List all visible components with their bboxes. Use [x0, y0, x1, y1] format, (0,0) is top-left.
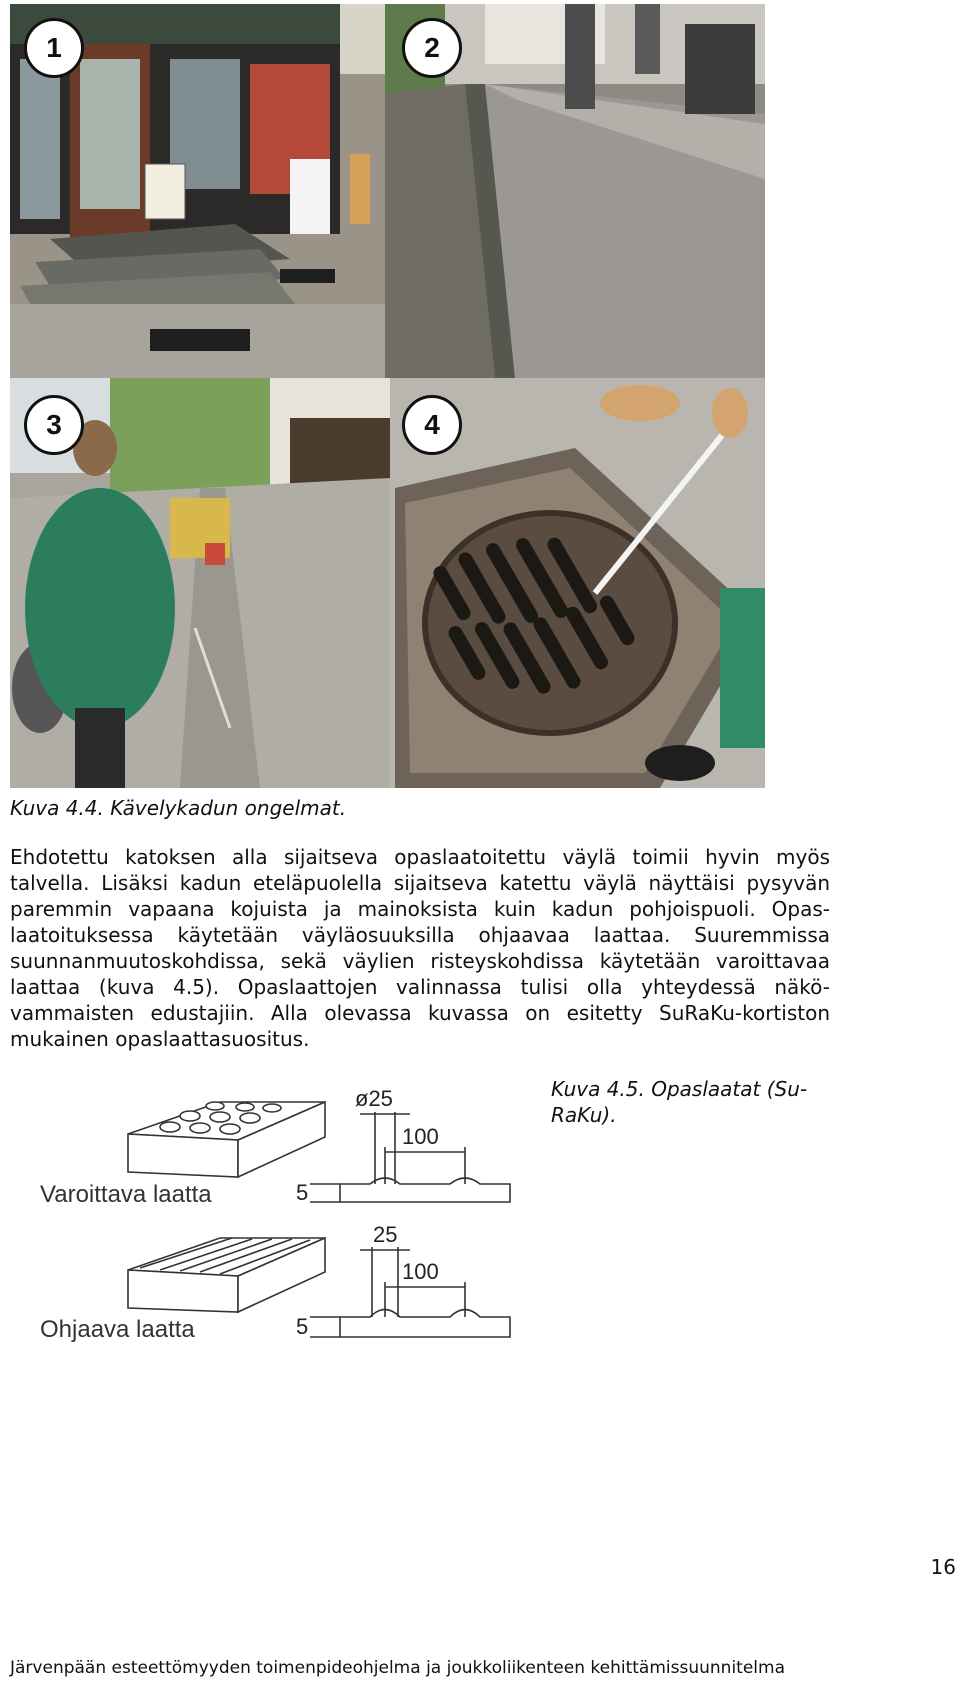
guiding-height-dim: 5 [296, 1314, 309, 1339]
guiding-width-dim: 25 [373, 1222, 398, 1247]
photo-number-badge: 3 [24, 395, 84, 455]
warning-tile-label: Varoittava laatta [40, 1181, 212, 1208]
warning-diameter-dim: ø25 [355, 1086, 393, 1111]
guiding-tile-label: Ohjaava laatta [40, 1316, 195, 1343]
photo-3-pedestrian-street [10, 378, 390, 788]
photo-4-drain-grate [390, 378, 765, 788]
warning-tile-drawing [128, 1102, 325, 1177]
paragraph-line: talvella. Lisäksi kadun eteläpuolella sijaitseva katettu väylä näyttäisi pysyvän [10, 871, 830, 895]
photo-number-badge: 4 [402, 395, 462, 455]
tactile-tile-diagram [10, 1072, 530, 1372]
warning-spacing-dim: 100 [402, 1124, 439, 1149]
paragraph-line: vammaisten edustajiin. Alla olevassa kuvassa on esitetty SuRaKu-kortiston [10, 1001, 830, 1025]
body-paragraph [10, 844, 830, 1052]
caption-line: Kuva 4.5. Opaslaatat (Su- [551, 1077, 808, 1101]
paragraph-line: laatoituksessa käytetään väyläosuuksilla ohjaavaa laattaa. Suuremmissa [10, 923, 830, 947]
photo-1-storefront-steps [10, 4, 385, 378]
warning-height-dim: 5 [296, 1180, 309, 1205]
paragraph-line: suunnanmuutoskohdissa, sekä väylien risteyskohdissa käytetään varoittavaa [10, 949, 830, 973]
caption-line: RaKu). [551, 1103, 617, 1127]
guiding-tile-drawing [128, 1238, 325, 1312]
paragraph-line: mukainen opaslaattasuositus. [10, 1027, 310, 1051]
photo-number-badge: 1 [24, 18, 84, 78]
page-number: 16 [930, 1555, 956, 1579]
guiding-spacing-dim: 100 [402, 1259, 439, 1284]
paragraph-line: laattaa (kuva 4.5). Opaslaattojen valinnassa tulisi olla yhteydessä näkö- [10, 975, 830, 999]
photo-2-curb-edge [385, 4, 765, 378]
figure-caption-4-5 [551, 1076, 807, 1128]
figure-caption-4-4: Kuva 4.4. Kävelykadun ongelmat. [10, 796, 347, 820]
photo-number-badge: 2 [402, 18, 462, 78]
paragraph-line: Ehdotettu katoksen alla sijaitseva opaslaatoitettu väylä toimii hyvin myös [10, 845, 830, 869]
page-footer: Järvenpään esteettömyyden toimenpideohjelma ja joukkoliikenteen kehittämissuunnitelma [10, 1658, 785, 1678]
paragraph-line: paremmin vapaana kojuista ja mainoksista kuin kadun pohjoispuoli. Opas- [10, 897, 830, 921]
